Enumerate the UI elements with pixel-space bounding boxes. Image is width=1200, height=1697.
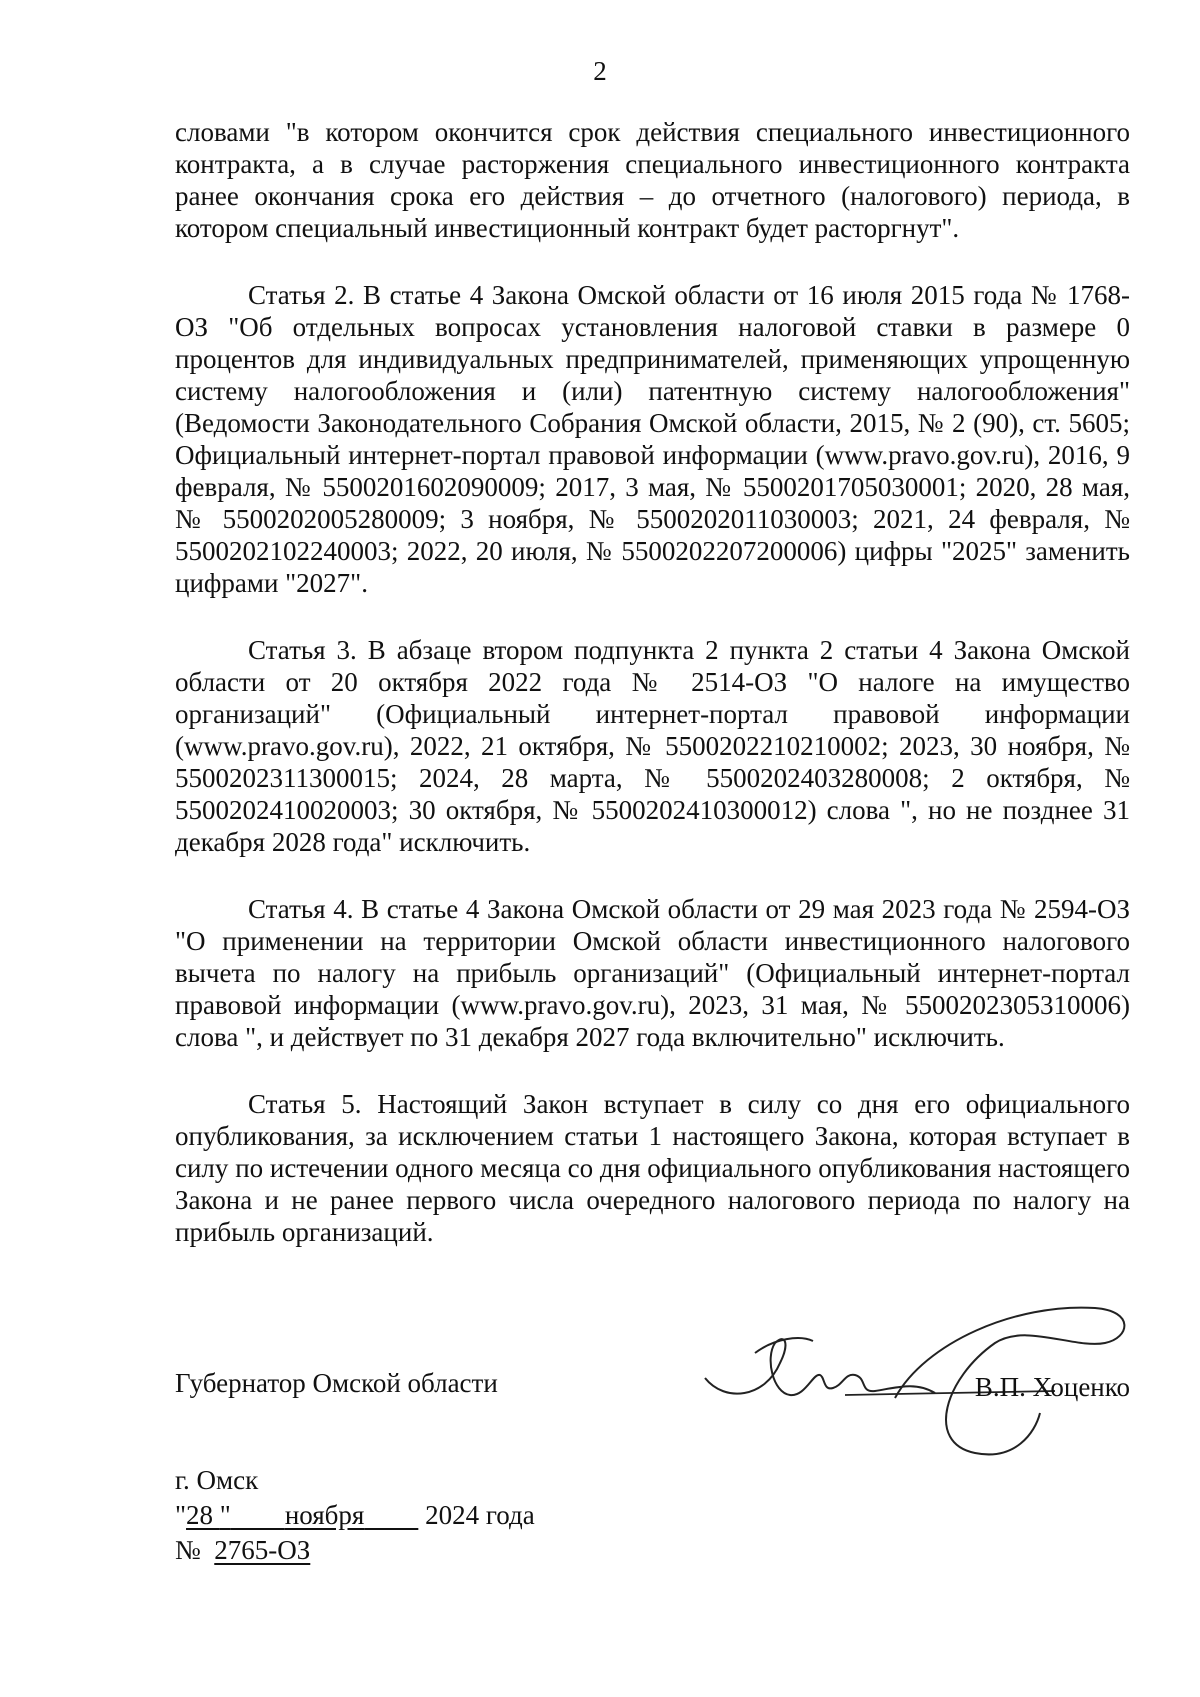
document-number (175, 1533, 535, 1568)
signer-name: В.П. Хоценко (974, 1372, 1130, 1402)
date-day: 28 (186, 1500, 220, 1530)
document-date (175, 1498, 535, 1533)
date-year: 2024 года (425, 1500, 535, 1530)
article-5: Статья 5. Настоящий Закон вступает в силу со дня его официального опубликования, за исключением статьи 1 настоящего Закона, которая вступает в силу по истечении одного месяца со дня официального опубликования настоящего Закона и не ранее первого числа очередного налогового периода по налогу на прибыль организаций. (175, 1089, 1130, 1247)
document-body (175, 116, 1130, 1248)
article-4: Статья 4. В статье 4 Закона Омской области от 29 мая 2023 года № 2594-ОЗ "О применении на территории Омской области инвестиционного налогового вычета по налогу на прибыль организаций" (Официальный интернет-портал правовой информации (www.pravo.gov.ru), 2023, 31 мая, № 5500202305310006) слова ", и действует по 31 декабря 2027 года включительно" исключить. (175, 894, 1130, 1052)
number-prefix: № (175, 1535, 201, 1565)
signer-title: Губернатор Омской области (175, 1368, 498, 1398)
date-open-quote: " (175, 1500, 187, 1530)
signature-block (175, 1358, 1130, 1418)
paragraph-continuation: словами "в котором окончится срок действия специального инвестиционного контракта, а в случае расторжения специального инвестиционного контракта ранее окончания срока его действия – до отчетного (налогового) периода, в котором специальный инвестиционный контракт будет расторгнут". (175, 117, 1130, 243)
document-footer (175, 1463, 535, 1568)
city: г. Омск (175, 1465, 259, 1495)
article-3: Статья 3. В абзаце втором подпункта 2 пункта 2 статьи 4 Закона Омской области от 20 октября 2022 года № 2514-ОЗ "О налоге на имущество организаций" (Официальный интернет-портал правовой информации (www.pravo.gov.ru), 2022, 21 октября, № 5500202210210002; 2023, 30 ноября, № 5500202311300015; 2024, 28 марта, № 5500202403280008; 2 октября, № 5500202410020003; 30 октября, № 5500202410300012) слова ", но не позднее 31 декабря 2028 года" исключить. (175, 635, 1130, 857)
article-2: Статья 2. В статье 4 Закона Омской области от 16 июля 2015 года № 1768-ОЗ "Об отдельных вопросах установления налоговой ставки в размере 0 процентов для индивидуальных предпринимателей, применяющих упрощенную систему налогообложения и (или) патентную систему налогообложения" (Ведомости Законодательного Собрания Омской области, 2015, № 2 (90), ст. 5605; Официальный интернет-портал правовой информации (www.pravo.gov.ru), 2016, 9 февраля, № 5500201602090009; 2017, 3 мая, № 5500201705030001; 2020, 28 мая, № 5500202005280009; 3 ноября, № 5500202011030003; 2021, 24 февраля, № 5500202102240003; 2022, 20 июля, № 5500202207200006) цифры "2025" заменить цифрами "2027". (175, 280, 1130, 598)
number-value: 2765-ОЗ (214, 1535, 311, 1565)
date-close-quote: " (219, 1500, 231, 1530)
page-number: 2 (593, 56, 607, 86)
date-month: ноября (284, 1500, 365, 1530)
